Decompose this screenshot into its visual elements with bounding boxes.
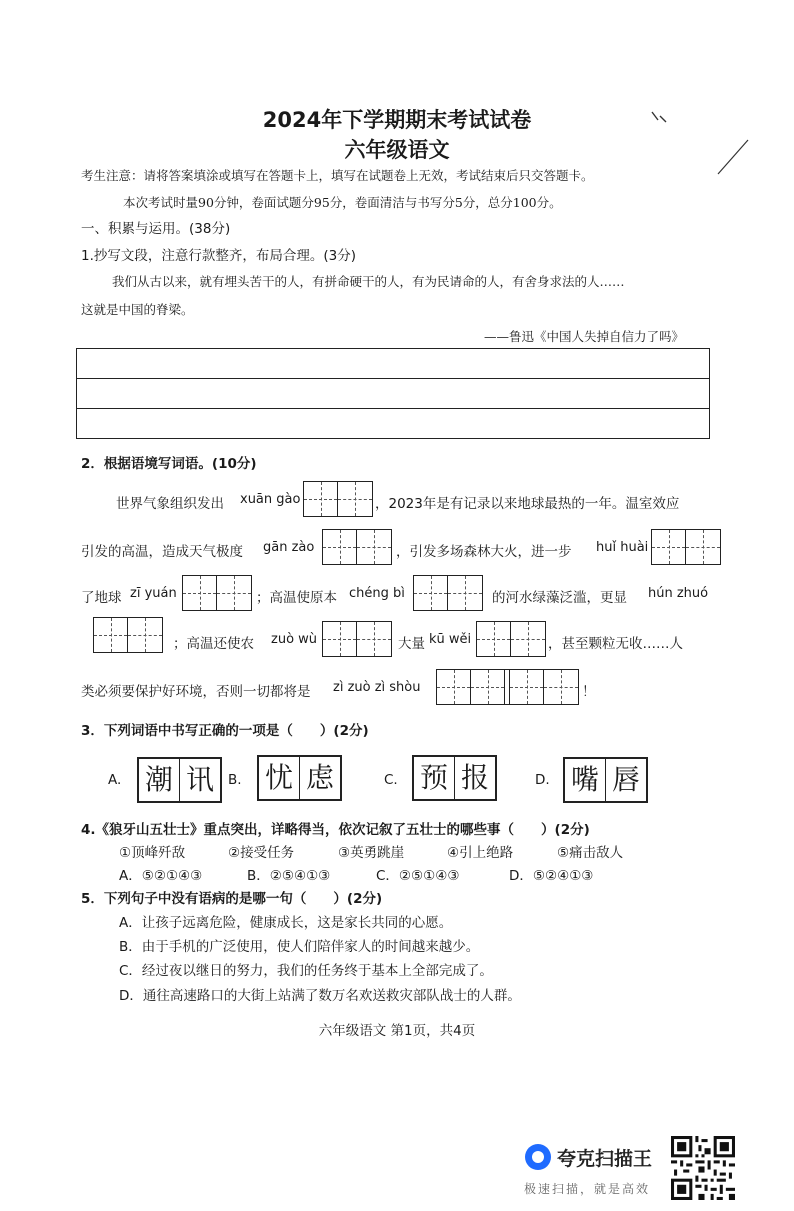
option-char: 报 (460, 761, 489, 794)
q4-item: ⑤痛击敌人 (557, 845, 624, 861)
q5-title: 5．下列句子中没有语病的是哪一句（ ）(2分) (81, 891, 383, 907)
q3-option-b[interactable] (257, 755, 342, 801)
q2-text: 类必须要保护好环境，否则一切都将是 (81, 684, 311, 700)
q4-choice-a[interactable]: A．⑤②①④③ (119, 868, 203, 884)
pinyin: hún zhuó (648, 586, 709, 601)
q2-text: ；高温还使农 (173, 636, 254, 652)
option-char: 忧 (259, 757, 300, 799)
q2-text: ，引发多场森林大火，进一步 (396, 544, 572, 560)
answer-box-huihuai[interactable] (651, 529, 721, 565)
scanner-app-name: 夸克扫描王 (557, 1148, 653, 1170)
q2-text: ，2023年是有记录以来地球最热的一年。温室效应 (375, 496, 680, 512)
q4-item: ③英勇跳崖 (338, 845, 405, 861)
option-char: 嘴 (565, 759, 606, 801)
answer-box-ziyuan[interactable] (182, 575, 252, 611)
option-char: 预 (414, 757, 455, 799)
q4-choice-d[interactable]: D．⑤②④①③ (509, 868, 594, 884)
section-1-title: 一、积累与运用。(38分) (81, 221, 231, 237)
q3-option-label: C. (384, 772, 398, 788)
q4-choice-c[interactable]: C．②⑤①④③ (376, 868, 460, 884)
notice-line-1: 考生注意：请将答案填涂或填写在答题卡上，填写在试题卷上无效，考试结束后只交答题卡。 (81, 168, 594, 183)
answer-box-zuowu[interactable] (322, 621, 392, 657)
q5-choice-d[interactable]: D．通往高速路口的大街上站满了数万名欢送救灾部队战士的人群。 (119, 988, 521, 1004)
q2-text: 引发的高温，造成天气极度 (81, 544, 243, 560)
pinyin: gān zào (263, 540, 315, 555)
q3-option-c[interactable] (412, 755, 497, 801)
exam-subtitle: 六年级语文 (344, 138, 450, 162)
pen-marks (640, 100, 760, 190)
answer-box-zizuozishou[interactable] (436, 669, 579, 705)
q5-choice-b[interactable]: B．由于手机的广泛使用，使人们陪伴家人的时间越来越少。 (119, 939, 480, 955)
scanner-slogan: 极速扫描，就是高效 (524, 1182, 651, 1196)
option-char: 潮 (139, 759, 180, 801)
notice-line-2: 本次考试时量90分钟，卷面试题分95分，卷面清洁与书写分5分，总分100分。 (123, 195, 562, 210)
q3-option-d[interactable] (563, 757, 648, 803)
option-char: 唇 (611, 763, 640, 796)
option-char: 虑 (305, 761, 334, 794)
page-footer: 六年级语文 第1页，共4页 (318, 1023, 476, 1039)
pinyin: zī yuán (130, 586, 177, 601)
q4-title: 4.《狼牙山五壮士》重点突出，详略得当，依次记叙了五壮士的哪些事（ ）(2分) (81, 822, 590, 838)
q4-item: ①顶峰歼敌 (119, 845, 186, 861)
q1-passage-line-1: 我们从古以来，就有埋头苦干的人，有拼命硬干的人，有为民请命的人，有舍身求法的人…… (112, 274, 625, 289)
pinyin: chéng bì (349, 586, 405, 601)
exam-title: 2024年下学期期末考试试卷 (262, 108, 532, 132)
q5-choice-c[interactable]: C．经过夜以继日的努力，我们的任务终于基本上全部完成了。 (119, 963, 493, 979)
answer-box-ganzao[interactable] (322, 529, 392, 565)
q3-option-a[interactable] (137, 757, 222, 803)
q3-option-label: A. (108, 772, 122, 788)
option-char: 讯 (185, 763, 214, 796)
q4-item: ②接受任务 (228, 845, 295, 861)
q1-passage-line-2: 这就是中国的脊梁。 (81, 302, 194, 317)
q2-text: 世界气象组织发出 (116, 496, 224, 512)
answer-box-kuwei[interactable] (476, 621, 546, 657)
q2-text: 大量 (398, 636, 425, 652)
q2-text: 了地球 (81, 590, 122, 606)
answer-box-hunzhuo[interactable] (93, 617, 163, 653)
q2-text: ！ (582, 684, 596, 700)
pinyin: zì zuò zì shòu (333, 680, 421, 695)
pinyin: xuān gào (240, 492, 301, 507)
writing-line[interactable] (77, 349, 709, 379)
q1-writing-grid[interactable] (76, 348, 710, 439)
pinyin: kū wěi (429, 632, 472, 647)
q3-option-label: D. (535, 772, 550, 788)
writing-line[interactable] (77, 409, 709, 438)
q5-choice-a[interactable]: A．让孩子远离危险，健康成长，这是家长共同的心愿。 (119, 915, 453, 931)
q2-title: 2．根据语境写词语。(10分) (81, 456, 257, 472)
qr-code-icon (671, 1136, 735, 1200)
q2-text: ；高温使原本 (256, 590, 337, 606)
answer-box-chengbi[interactable] (413, 575, 483, 611)
q3-option-label: B. (228, 772, 242, 788)
q3-title: 3．下列词语中书写正确的一项是（ ）(2分) (81, 723, 369, 739)
q1-source: ——鲁迅《中国人失掉自信力了吗》 (484, 329, 685, 344)
q2-text: ，甚至颗粒无收……人 (548, 636, 683, 652)
pinyin: zuò wù (271, 632, 318, 647)
q2-text: 的河水绿藻泛滥，更显 (492, 590, 627, 606)
answer-box-xuangao[interactable] (303, 481, 373, 517)
scanner-logo-icon (525, 1144, 551, 1170)
writing-line[interactable] (77, 379, 709, 409)
pinyin: huǐ huài (596, 540, 649, 555)
q4-item: ④引上绝路 (447, 845, 514, 861)
q1-title: 1.抄写文段，注意行款整齐，布局合理。(3分) (81, 248, 357, 264)
q4-choice-b[interactable]: B．②⑤④①③ (247, 868, 331, 884)
